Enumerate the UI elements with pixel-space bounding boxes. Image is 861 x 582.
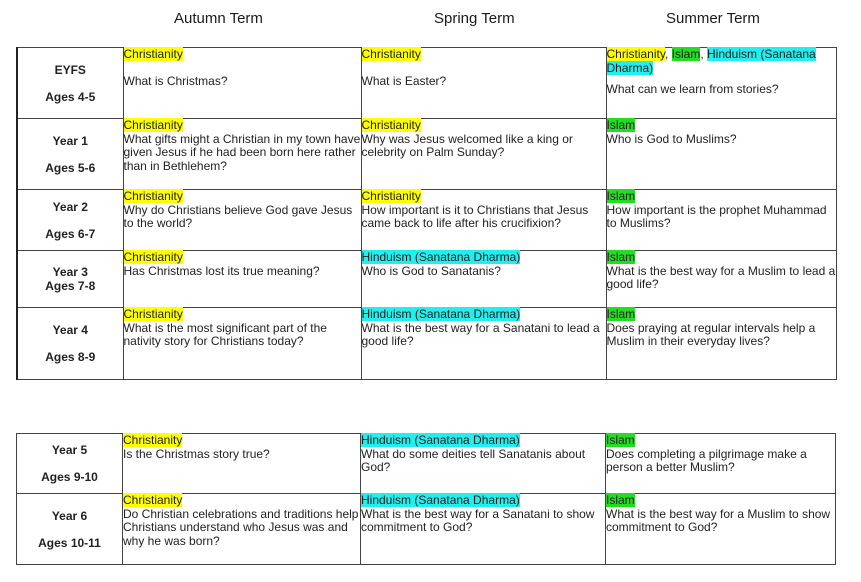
topic-separator: , xyxy=(700,47,707,61)
question-text: How important is the prophet Muhammad to Muslims? xyxy=(606,202,827,230)
row-label xyxy=(17,119,123,190)
autumn-cell xyxy=(123,434,361,494)
autumn-cell xyxy=(123,48,361,119)
topic-christianity: Christianity xyxy=(361,47,421,61)
table-row-year-6 xyxy=(17,494,836,565)
age-label: Ages 7-8 xyxy=(45,279,96,293)
topic-separator: , xyxy=(664,47,672,61)
autumn-cell xyxy=(123,494,361,565)
spring-cell xyxy=(361,434,606,494)
question-text: What can we learn from stories? xyxy=(606,82,779,96)
curriculum-table-lower xyxy=(16,433,836,565)
row-label xyxy=(17,251,123,308)
spring-cell xyxy=(361,48,606,119)
topic-christianity: Christianity xyxy=(123,493,183,507)
spring-cell xyxy=(361,190,606,251)
table-row-eyfs xyxy=(17,48,836,119)
table-row-year-4 xyxy=(17,308,836,380)
topic-christianity: Christianity xyxy=(123,47,183,61)
summer-cell xyxy=(606,308,836,380)
row-label xyxy=(17,494,123,565)
row-label xyxy=(17,190,123,251)
question-text: What gifts might a Christian in my town have given Jesus if he had been born here rather than in Bethlehem? xyxy=(123,131,361,173)
autumn-cell xyxy=(123,308,361,380)
year-label: Year 4 xyxy=(52,323,88,337)
curriculum-table-upper xyxy=(16,47,837,380)
question-text: What is the most significant part of the nativity story for Christians today? xyxy=(123,320,327,348)
question-text: Why do Christians believe God gave Jesus to the world? xyxy=(123,202,353,230)
summer-cell xyxy=(606,434,836,494)
table-row-year-3 xyxy=(17,251,836,308)
year-label: Year 5 xyxy=(51,443,88,457)
table-row-year-1 xyxy=(17,119,836,190)
question-text: How important is it to Christians that Jesus came back to life after his crucifixion? xyxy=(361,202,589,230)
topic-christianity: Christianity xyxy=(123,307,183,321)
topic-christianity: Christianity xyxy=(361,189,421,203)
topic-christianity: Christianity xyxy=(361,118,421,132)
topic-hinduism: Hinduism (Sanatana Dharma) xyxy=(361,307,521,321)
topic-islam: Islam xyxy=(606,250,636,264)
age-label: Ages 5-6 xyxy=(45,160,96,175)
table-row-year-2 xyxy=(17,190,836,251)
autumn-cell xyxy=(123,190,361,251)
question-text: Is the Christmas story true? xyxy=(123,446,270,461)
spring-cell xyxy=(361,119,606,190)
question-text: What is the best way for a Muslim to show commitment to God? xyxy=(606,506,831,534)
question-text: Who is God to Sanatanis? xyxy=(361,263,501,278)
topic-islam: Islam xyxy=(606,118,636,132)
topic-islam: Islam xyxy=(606,493,635,507)
age-label: Ages 6-7 xyxy=(45,226,96,241)
question-text: Who is God to Muslims? xyxy=(606,131,737,146)
topic-hinduism: Hinduism (Sanatana Dharma) xyxy=(361,433,520,447)
topic-christianity: Christianity xyxy=(123,250,183,264)
question-text: Does completing a pilgrimage make a person a better Muslim? xyxy=(606,446,807,474)
summer-cell xyxy=(606,494,836,565)
age-label: Ages 10-11 xyxy=(38,535,101,550)
question-text: Does praying at regular intervals help a Muslim in their everyday lives? xyxy=(606,320,816,348)
row-label xyxy=(17,48,123,119)
topic-hinduism: Hinduism (Sanatana Dharma) xyxy=(606,47,816,75)
spring-cell xyxy=(361,251,606,308)
age-label: Ages 4-5 xyxy=(45,89,96,104)
year-label: Year 3 xyxy=(52,265,88,279)
topic-christianity: Christianity xyxy=(123,189,183,203)
autumn-cell xyxy=(123,119,361,190)
summer-cell xyxy=(606,251,836,308)
question-text: What is the best way for a Sanatani to show commitment to God? xyxy=(361,506,595,534)
topic-christianity: Christianity xyxy=(123,118,183,132)
topic-islam: Islam xyxy=(606,307,636,321)
question-text: What is Christmas? xyxy=(123,73,228,88)
question-text: What do some deities tell Sanatanis about God? xyxy=(361,446,586,474)
question-text: Do Christian celebrations and traditions help Christians understand who Jesus was and why he was born? xyxy=(123,506,359,548)
header-autumn-term: Autumn Term xyxy=(174,10,263,27)
topic-christianity: Christianity xyxy=(123,433,183,447)
year-label: EYFS xyxy=(54,62,86,77)
spring-cell xyxy=(361,494,606,565)
summer-cell xyxy=(606,119,836,190)
table-row-year-5 xyxy=(17,434,836,494)
age-label: Ages 8-9 xyxy=(45,350,96,364)
topic-islam: Islam xyxy=(606,433,635,447)
age-label: Ages 9-10 xyxy=(41,470,98,484)
autumn-cell xyxy=(123,251,361,308)
topic-islam: Islam xyxy=(671,47,701,61)
year-label: Year 1 xyxy=(52,133,88,148)
spring-cell xyxy=(361,308,606,380)
question-text: What is the best way for a Sanatani to lead a good life? xyxy=(361,320,600,348)
question-text: Why was Jesus welcomed like a king or celebrity on Palm Sunday? xyxy=(361,131,573,159)
topic-islam: Islam xyxy=(606,189,636,203)
question-text: Has Christmas lost its true meaning? xyxy=(123,263,320,278)
topic-hinduism: Hinduism (Sanatana Dharma) xyxy=(361,493,520,507)
question-text: What is the best way for a Muslim to lead a good life? xyxy=(606,263,836,291)
summer-cell xyxy=(606,48,836,119)
row-label xyxy=(17,308,123,380)
year-label: Year 2 xyxy=(52,199,88,214)
topic-christianity: Christianity xyxy=(606,47,665,61)
header-summer-term: Summer Term xyxy=(666,10,760,27)
header-spring-term: Spring Term xyxy=(434,10,515,27)
year-label: Year 6 xyxy=(51,508,88,523)
summer-cell xyxy=(606,190,836,251)
question-text: What is Easter? xyxy=(361,73,447,88)
row-label xyxy=(17,434,123,494)
topic-hinduism: Hinduism (Sanatana Dharma) xyxy=(361,250,521,264)
